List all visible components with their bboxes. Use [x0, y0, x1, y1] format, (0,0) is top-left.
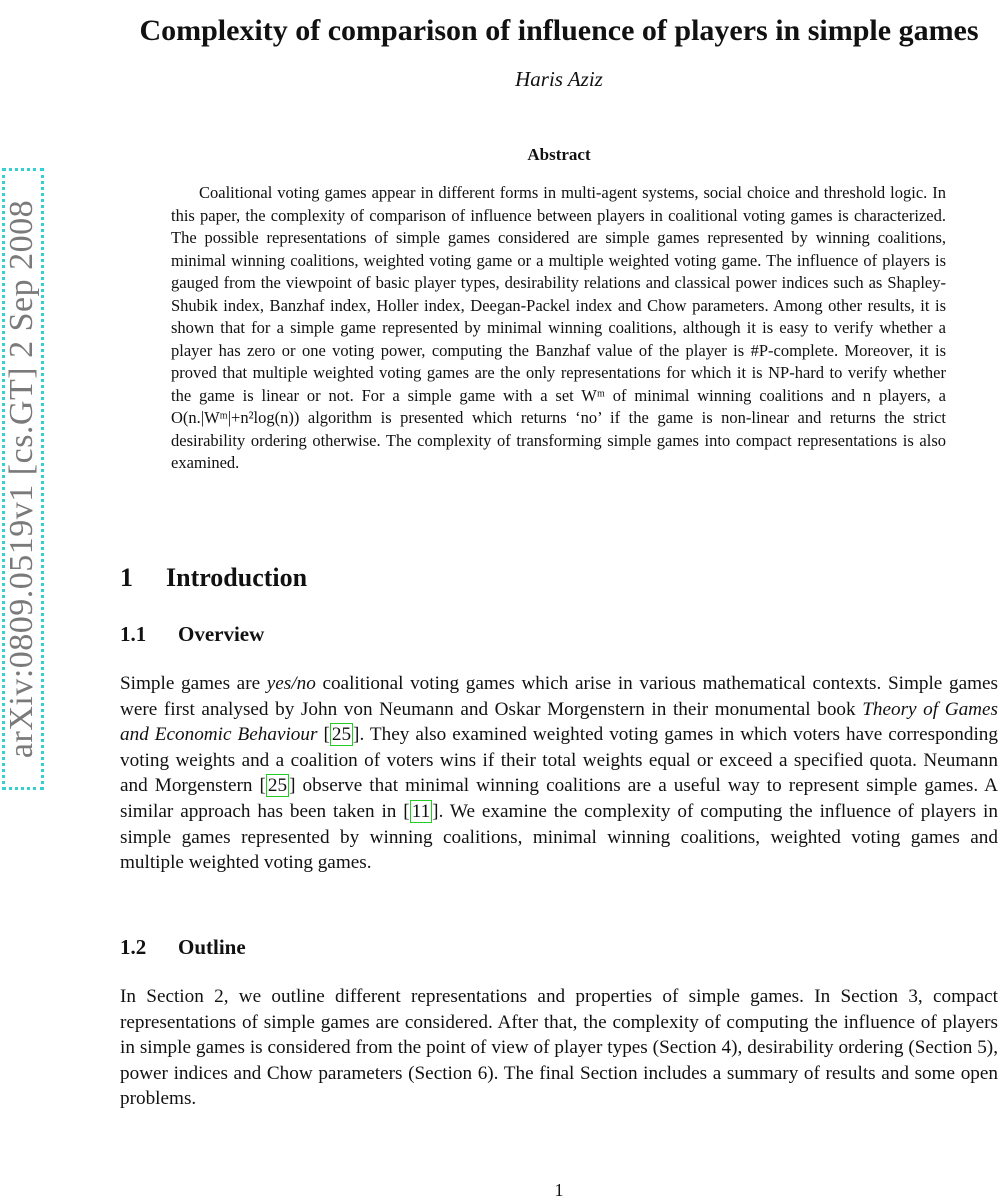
overview-text-1: Simple games are	[120, 673, 267, 694]
subsection-overview-heading	[120, 622, 264, 647]
subsection-title: Outline	[178, 935, 246, 959]
page-number: 1	[554, 1180, 564, 1200]
abstract-text: Coalitional voting games appear in different forms in multi-agent systems, social choice and threshold logic. In this paper, the complexity of comparison of influence between players in coalitional voting games is characterized. The possible representations of simple games considered are simple games represented by winning coalitions, minimal winning coalitions, weighted voting game or a multiple weighted voting game. The influence of players is gauged from the viewpoint of basic player types, desirability relations and classical power indices such as Shapley-Shubik index, Banzhaf index, Holler index, Deegan-Packel index and Chow parameters. Among other results, it is shown that for a simple game represented by minimal winning coalitions, although it is easy to verify whether a player has zero or one voting power, computing the Banzhaf value of the player is #P-complete. Moreover, it is proved that multiple weighted voting games are the only representations for which it is NP-hard to verify whether the game is linear or not. For a simple game with a set Wᵐ of minimal winning coalitions and n players, a O(n.|Wᵐ|+n²log(n)) algorithm is presented which returns ‘no’ if the game is non-linear and returns the strict desirability ordering otherwise. The complexity of transforming simple games into compact representations is also examined.	[171, 183, 946, 472]
overview-text-2: coalitional voting games which arise in various mathematical contexts. Simple games were first analysed by John von Neumann and Oskar Morgenstern in their monumental book	[120, 673, 998, 720]
overview-text-4: . They also examined weighted voting games in which voters have corresponding voting weights and a coalition of voters wins if their total weights equal or exceed a specified quota. Neumann and Morgenstern	[120, 724, 998, 797]
subsection-title: Overview	[178, 622, 265, 646]
arxiv-identifier[interactable]: arXiv:0809.0519v1 [cs.GT] 2 Sep 2008	[3, 199, 40, 759]
overview-yes-no: yes/no	[266, 673, 316, 694]
subsection-number: 1.1	[120, 622, 147, 646]
section-introduction-heading	[120, 563, 307, 593]
section-number: 1	[120, 563, 133, 592]
overview-paragraph: Simple games are yes/no coalitional voting games which arise in various mathematical contexts. Simple games were first analysed by John von Neumann and Oskar Morgenstern in their monumental book Theory of Games and Economic Behaviour [ 25 ]. They also examined weighted voting games in which voters have corresponding voting weights and a coalition of voters wins if their total weights equal or exceed a specified quota. Neumann and Morgenstern [ 25 ] observe that minimal winning coalitions are a useful way to represent simple games. A similar approach has been taken in [ 11 ]. We examine the complexity of computing the influence of players in simple games represented by winning coalitions, minimal winning coalitions, weighted voting games and multiple weighted voting games.	[120, 673, 998, 874]
citation-link[interactable]: 25	[267, 775, 288, 797]
citation-link[interactable]: 11	[411, 800, 431, 822]
overview-book-title: Theory of Games and Economic Behaviour	[120, 698, 998, 746]
subsection-number: 1.2	[120, 935, 147, 959]
section-title: Introduction	[166, 563, 308, 592]
outline-paragraph: In Section 2, we outline different representations and properties of simple games. In Section 3, compact representations of simple games are considered. After that, the complexity of computing the influence of players in simple games is considered from the point of view of player types (Section 4), desirability ordering (Section 5), power indices and Chow parameters (Section 6). The final Section includes a summary of results and some open problems.	[120, 986, 998, 1110]
citation-link[interactable]: 25	[331, 724, 352, 746]
abstract-heading: Abstract	[527, 145, 591, 164]
overview-text-6: . We examine the complexity of computing the influence of players in simple games represented by winning coalitions, minimal winning coalitions, weighted voting games and multiple weighted voting games.	[120, 800, 998, 874]
subsection-outline-heading	[120, 935, 246, 960]
overview-text-5: observe that minimal winning coalitions are a useful way to represent simple games. A similar approach has been taken in	[120, 775, 998, 822]
overview-text-3	[317, 724, 323, 745]
author-name: Haris Aziz	[515, 67, 603, 91]
paper-title: Complexity of comparison of influence of players in simple games	[139, 14, 979, 48]
